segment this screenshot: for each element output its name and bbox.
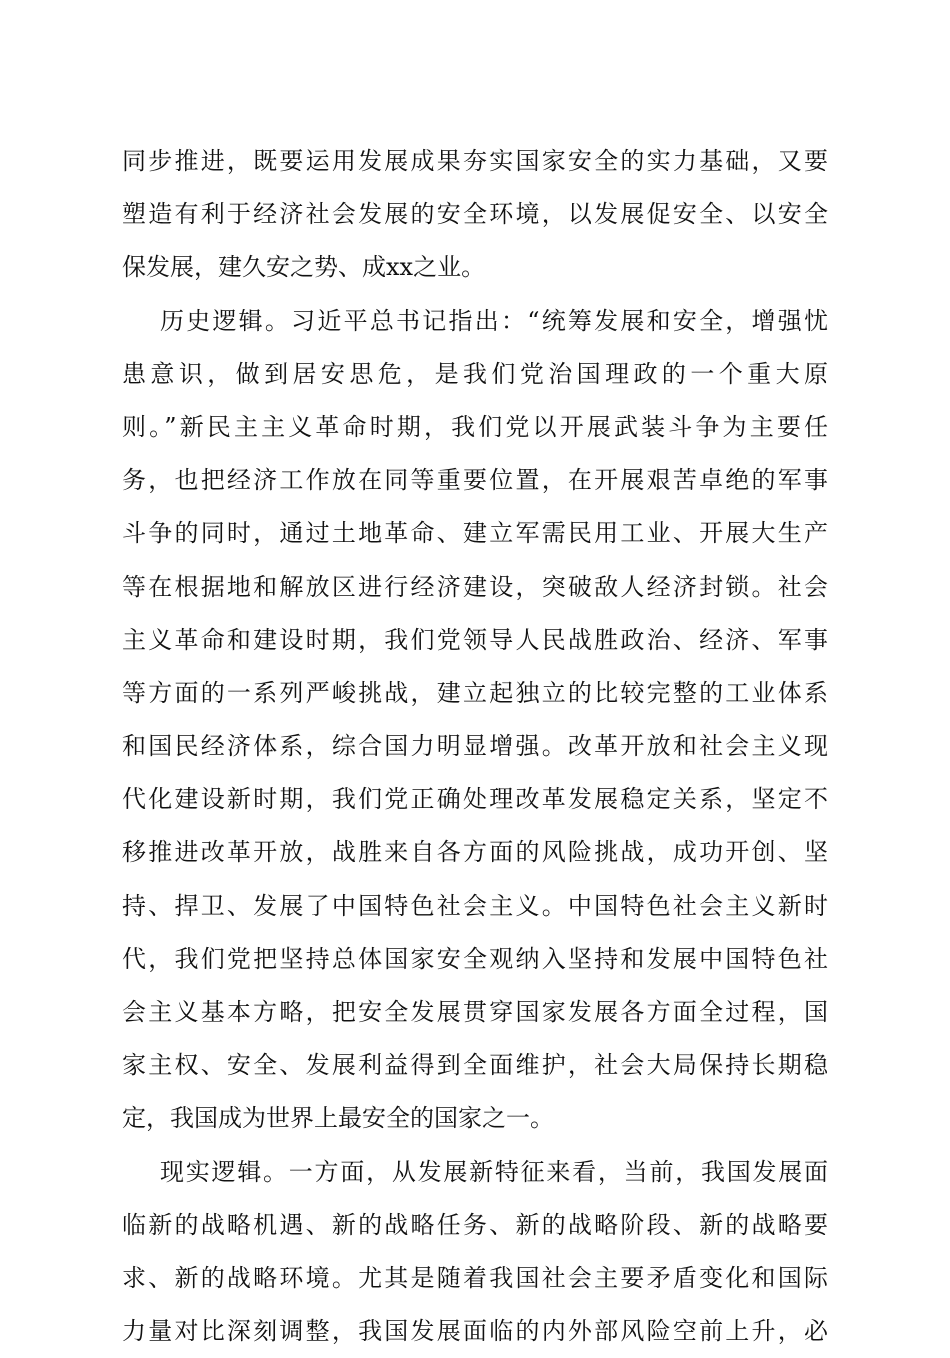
- text-line: 同步推进，既要运用发展成果夯实国家安全的实力基础，又要: [122, 147, 828, 175]
- text-line: 持、捍卫、发展了中国特色社会主义。中国特色社会主义新时: [122, 891, 828, 920]
- body-text: [122, 135, 828, 1358]
- text-line: 等在根据地和解放区进行经济建设，突破敌人经济封锁。社会: [122, 572, 828, 601]
- text-line: 斗争的同时，通过土地革命、建立军需民用工业、开展大生产: [122, 519, 828, 548]
- text-line: 代化建设新时期，我们党正确处理改革发展稳定关系，坚定不: [122, 785, 828, 814]
- text-line: 会主义基本方略，把安全发展贯穿国家发展各方面全过程，国: [122, 998, 828, 1026]
- text-line: 移推进改革开放，战胜来自各方面的风险挑战，成功开创、坚: [122, 838, 828, 867]
- text-line: 则。”新民主主义革命时期，我们党以开展武装斗争为主要任: [122, 412, 828, 441]
- paragraph-first-line: 历史逻辑。习近平总书记指出：“统筹发展和安全，增强忧: [160, 306, 828, 335]
- text-line: 患意识，做到居安思危，是我们党治国理政的一个重大原: [122, 359, 828, 388]
- text-line: 保发展，建久安之势、成xx之业。: [122, 253, 486, 282]
- text-line: 等方面的一系列严峻挑战，建立起独立的比较完整的工业体系: [122, 678, 828, 707]
- text-line: 和国民经济体系，综合国力明显增强。改革开放和社会主义现: [122, 732, 828, 761]
- text-line: 务，也把经济工作放在同等重要位置，在开展艰苦卓绝的军事: [122, 466, 828, 495]
- text-line: 定，我国成为世界上最安全的国家之一。: [122, 1104, 554, 1133]
- text-line: 家主权、安全、发展利益得到全面维护，社会大局保持长期稳: [122, 1051, 828, 1080]
- text-line: 主义革命和建设时期，我们党领导人民战胜政治、经济、军事: [122, 625, 828, 654]
- text-line: 求、新的战略环境。尤其是随着我国社会主要矛盾变化和国际: [122, 1263, 828, 1292]
- text-line: 塑造有利于经济社会发展的安全环境，以发展促安全、以安全: [122, 200, 828, 229]
- text-line: 临新的战略机遇、新的战略任务、新的战略阶段、新的战略要: [122, 1210, 828, 1239]
- text-line: 力量对比深刻调整，我国发展面临的内外部风险空前上升，必: [122, 1317, 828, 1346]
- paragraph-first-line: 现实逻辑。一方面，从发展新特征来看，当前，我国发展面: [160, 1157, 828, 1186]
- text-line: 代，我们党把坚持总体国家安全观纳入坚持和发展中国特色社: [122, 944, 828, 973]
